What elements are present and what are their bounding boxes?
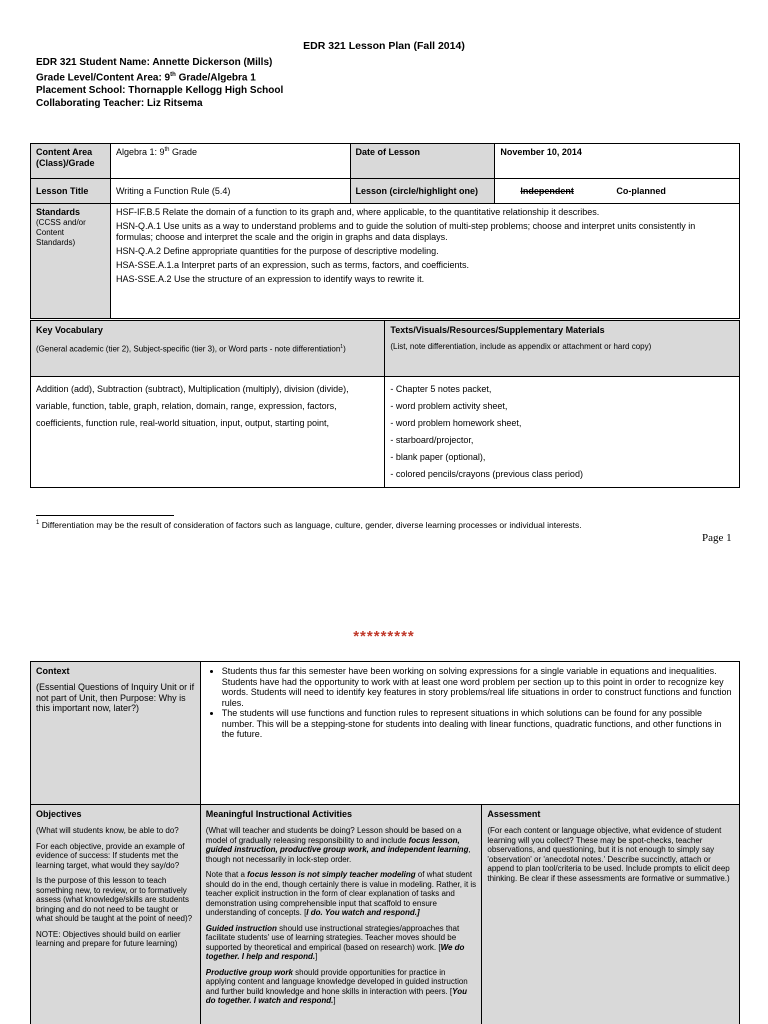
header-info: [36, 56, 283, 110]
objectives-text: For each objective, provide an example of evidence of success: If students met the learning target, what would they say/do?: [36, 841, 185, 870]
material-item: - word problem activity sheet,: [390, 401, 508, 411]
material-item: - Chapter 5 notes packet,: [390, 384, 492, 394]
lesson-type-options: [495, 179, 740, 204]
standards-label-cell: [31, 204, 111, 319]
lesson-type-independent: Independent: [520, 186, 574, 196]
key-vocabulary-sublabel: (General academic (tier 2), Subject-specific (tier 3), or Word parts - note differentiation$^1$): [36, 344, 346, 354]
standard-item: HSN-Q.A.2 Define appropriate quantities for the purpose of descriptive modeling.: [115, 246, 439, 256]
context-bullet: • The students will use functions and function rules to represent situations in which solutions can be found for any possible number. This will be a stepping-stone for students into dealing with linear functions, quadratic functions, and other functions in the future.: [222, 708, 734, 740]
objectives-cell: [31, 805, 201, 1024]
lesson-info-table: [30, 143, 740, 319]
assessment-cell: [482, 805, 740, 1024]
placement-school-line: Placement School: Thornapple Kellogg High School: [36, 85, 284, 97]
content-area-value: Algebra 1: 9th Grade: [110, 144, 350, 179]
context-label: Context: [36, 666, 70, 676]
page-divider: *********: [353, 628, 415, 645]
materials-sublabel: (List, note differentiation, include as appendix or attachment or hard copy): [390, 342, 652, 351]
lesson-title-value: Writing a Function Rule (5.4): [110, 179, 350, 204]
vocabulary-materials-table: [30, 320, 740, 488]
objectives-text: Is the purpose of this lesson to teach something new, to review, or to formatively assess (what knowledge/skills are students bringing and do not need to be taught or what should be taught at the point of need)?: [36, 876, 193, 923]
activities-cell: [200, 805, 482, 1024]
key-vocabulary-label: Key Vocabulary: [36, 325, 103, 335]
date-of-lesson-value: November 10, 2014: [495, 144, 740, 179]
materials-header: [385, 321, 740, 377]
standards-sublabel: (CCSS and/or Content Standards): [36, 218, 86, 247]
document-title: EDR 321 Lesson Plan (Fall 2014): [303, 40, 465, 52]
materials-list: [385, 377, 740, 488]
material-item: - word problem homework sheet,: [390, 418, 522, 428]
lesson-title-label: Lesson Title: [31, 179, 111, 204]
standard-item: HSA-SSE.A.1.a Interpret parts of an expression, such as terms, factors, and coefficients.: [115, 260, 469, 270]
grade-level-line: Grade Level/Content Area: 9th Grade/Algebra 1: [36, 72, 256, 84]
page-number: Page 1: [702, 532, 732, 544]
objectives-text: NOTE: Objectives should build on earlier learning and prepare for future learning): [36, 929, 181, 948]
context-content: [200, 662, 739, 805]
context-bullet: • Students thus far this semester have been working on solving expressions for a single variable in equations and inequalities. Students have had the opportunity to work with at least one word problem per section up to this point in order to recognize key words. Students will need to identify key features in story problems/real life situations in order to construct functions and function rules.: [222, 666, 734, 708]
student-name-line: EDR 321 Student Name: Annette Dickerson (Mills): [36, 57, 273, 68]
key-vocabulary-header: [31, 321, 385, 377]
materials-label: Texts/Visuals/Resources/Supplementary Materials: [390, 325, 605, 335]
activities-text: Note that a focus lesson is not simply teacher modeling of what student should do in the end, though certainly there is value in modeling. Rather, it is teacher explicit instruction in the form of clear explanation of tasks and demonstration using comprehensible input that scaffold to ensure understanding of concepts. [I do. You watch and respond.]: [205, 870, 477, 917]
standard-item: HSN-Q.A.1 Use units as a way to understand problems and to guide the solution of multi-step problems; choose and interpret units consistently in formulas; choose and interpret the scale and the origin in graphs and data displays.: [115, 221, 696, 242]
lesson-type-label: Lesson (circle/highlight one): [350, 179, 495, 204]
material-item: - starboard/projector,: [390, 435, 474, 445]
footnote: $^1$ Differentiation may be the result of consideration of factors such as language, culture, gender, diverse learning processes or individual interests.: [36, 520, 582, 530]
material-item: - colored pencils/crayons (previous class period): [390, 469, 583, 479]
footnote-rule: [36, 515, 174, 516]
activities-label: Meaningful Instructional Activities: [205, 809, 352, 819]
date-of-lesson-label: Date of Lesson: [350, 144, 495, 179]
material-item: - blank paper (optional),: [390, 452, 486, 462]
context-label-cell: [31, 662, 201, 805]
activities-text: (What will teacher and students be doing? Lesson should be based on a model of gradually releasing responsibility to and include focus lesson, guided instruction, productive group work, and independent learning, though not necessarily in lock-step order.: [205, 826, 471, 864]
key-vocabulary-text: Addition (add), Subtraction (subtract), Multiplication (multiply), division (divide), variable, function, table, graph, relation, domain, range, expression, factors, coefficients, function rule, real-world situation, input, output, starting point,: [31, 377, 385, 488]
standard-item: HAS-SSE.A.2 Use the structure of an expression to identify ways to rewrite it.: [115, 274, 425, 284]
activities-text: Guided instruction should use instructional strategies/approaches that facilitate students' use of learning strategies. Teacher moves should be supported by theoretical and empirical (based on research) work. [We do together. I help and respond.]: [205, 923, 465, 961]
assessment-text: (For each content or language objective, what evidence of student learning will you collect? These may be spot-checks, teacher observations, and questioning, but it is not enough to simply say 'observation' or 'anecdotal notes.' Describe succinctly, attach or append to plan tool/criteria to be used. Include prompts to elicit deep thinking. Be clear if these assessments are formative or summative.): [487, 826, 730, 883]
context-sublabel: (Essential Questions of Inquiry Unit or if not part of Unit, then Purpose: Why is this important now, later?): [36, 682, 195, 713]
objectives-text: (What will students know, be able to do?: [36, 826, 179, 835]
context-objectives-table: [30, 661, 740, 1024]
standard-item: HSF-IF.B.5 Relate the domain of a function to its graph and, where applicable, to the quantitative relationship it describes.: [115, 207, 600, 217]
lesson-type-coplanned: Co-planned: [616, 186, 666, 196]
assessment-label: Assessment: [487, 809, 541, 819]
objectives-label: Objectives: [36, 809, 82, 819]
collaborating-teacher-line: Collaborating Teacher: Liz Ritsema: [36, 98, 203, 110]
content-area-label: Content Area (Class)/Grade: [31, 144, 111, 179]
standards-list: [110, 204, 739, 319]
activities-text: Productive group work should provide opportunities for practice in applying content and language knowledge developed in guided instruction and further build knowledge and hone skills in interaction with peers. [You do together. I watch and respond.]: [205, 967, 468, 1005]
standards-label: Standards: [36, 207, 81, 217]
